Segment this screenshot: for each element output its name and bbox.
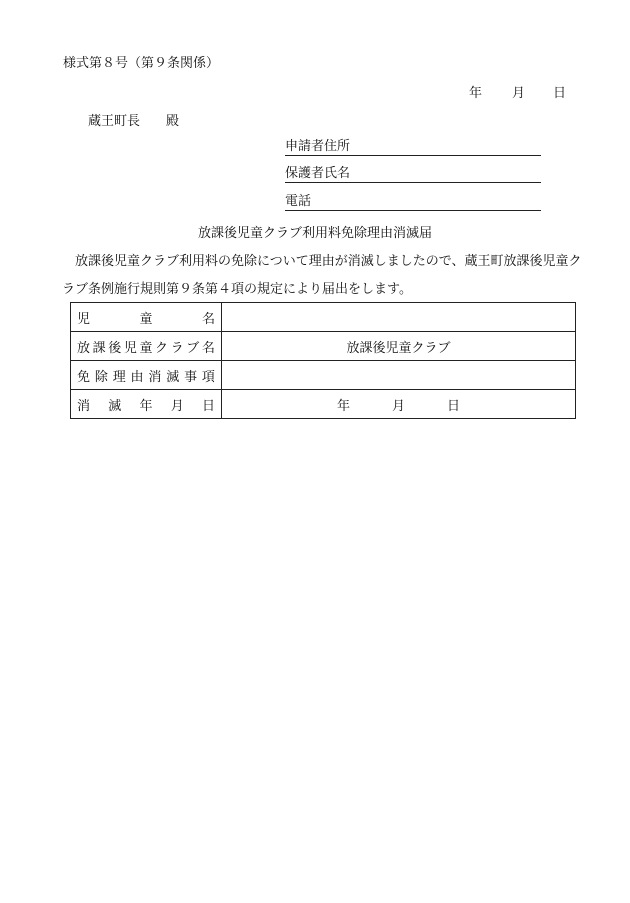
guardian-name-field[interactable] — [285, 164, 541, 183]
addressee-honorific: 殿 — [166, 114, 180, 129]
label-char: 消 — [148, 369, 162, 385]
child-name-value[interactable] — [222, 303, 576, 332]
phone-label: 電話 — [285, 194, 312, 209]
club-name-label — [71, 332, 222, 361]
date-year-label: 年 — [469, 86, 483, 101]
label-char: 童 — [139, 311, 153, 327]
date-month-label: 月 — [512, 86, 526, 101]
label-char: 後 — [108, 340, 122, 356]
date-day-label: 日 — [553, 86, 567, 101]
label-char: 由 — [130, 369, 144, 385]
applicant-address-label: 申請者住所 — [285, 139, 351, 154]
label-char: 滅 — [166, 369, 180, 385]
reason-value[interactable] — [222, 361, 576, 390]
child-name-label — [71, 303, 222, 332]
label-char: 除 — [94, 369, 108, 385]
applicant-address-field[interactable] — [285, 137, 541, 156]
label-char: 免 — [77, 369, 91, 385]
label-char: 童 — [139, 340, 153, 356]
label-char: 名 — [201, 311, 215, 327]
label-char: 日 — [201, 398, 215, 414]
label-char: 項 — [201, 369, 215, 385]
table-row — [71, 303, 576, 332]
end-date-day: 日 — [447, 398, 461, 414]
body-paragraph — [62, 248, 582, 304]
body-text: 放課後児童クラブ利用料の免除について理由が消滅しましたので、蔵王町放課後児童クラブ条例施行規則第９条第４項の規定により届出をします。 — [62, 254, 582, 297]
reason-label — [71, 361, 222, 390]
addressee — [88, 110, 179, 129]
guardian-name-label: 保護者氏名 — [285, 166, 351, 181]
label-char: ラ — [170, 340, 184, 356]
submission-date — [469, 82, 566, 101]
form-number: 様式第８号（第９条関係） — [63, 56, 220, 71]
label-char: 滅 — [108, 398, 122, 414]
label-char: 名 — [201, 340, 215, 356]
label-char: 月 — [170, 398, 184, 414]
label-char: ク — [155, 340, 169, 356]
end-date-year: 年 — [336, 398, 350, 414]
end-date-value[interactable] — [222, 390, 576, 419]
label-char: 理 — [112, 369, 126, 385]
label-char: 課 — [92, 340, 106, 356]
label-char: 児 — [123, 340, 137, 356]
label-char: 事 — [184, 369, 198, 385]
end-date-month: 月 — [391, 398, 405, 414]
label-char: 消 — [77, 398, 91, 414]
label-char: 児 — [77, 311, 91, 327]
phone-field[interactable] — [285, 192, 541, 211]
label-char: 放 — [77, 340, 91, 356]
table-row — [71, 332, 576, 361]
club-name-value[interactable]: 放課後児童クラブ — [222, 332, 576, 361]
table-row — [71, 361, 576, 390]
end-date-label — [71, 390, 222, 419]
document-title: 放課後児童クラブ利用料免除理由消滅届 — [197, 226, 432, 241]
addressee-name: 蔵王町長 — [88, 114, 141, 129]
notice-table — [70, 302, 576, 419]
label-char: 年 — [139, 398, 153, 414]
table-row — [71, 390, 576, 419]
label-char: ブ — [186, 340, 200, 356]
